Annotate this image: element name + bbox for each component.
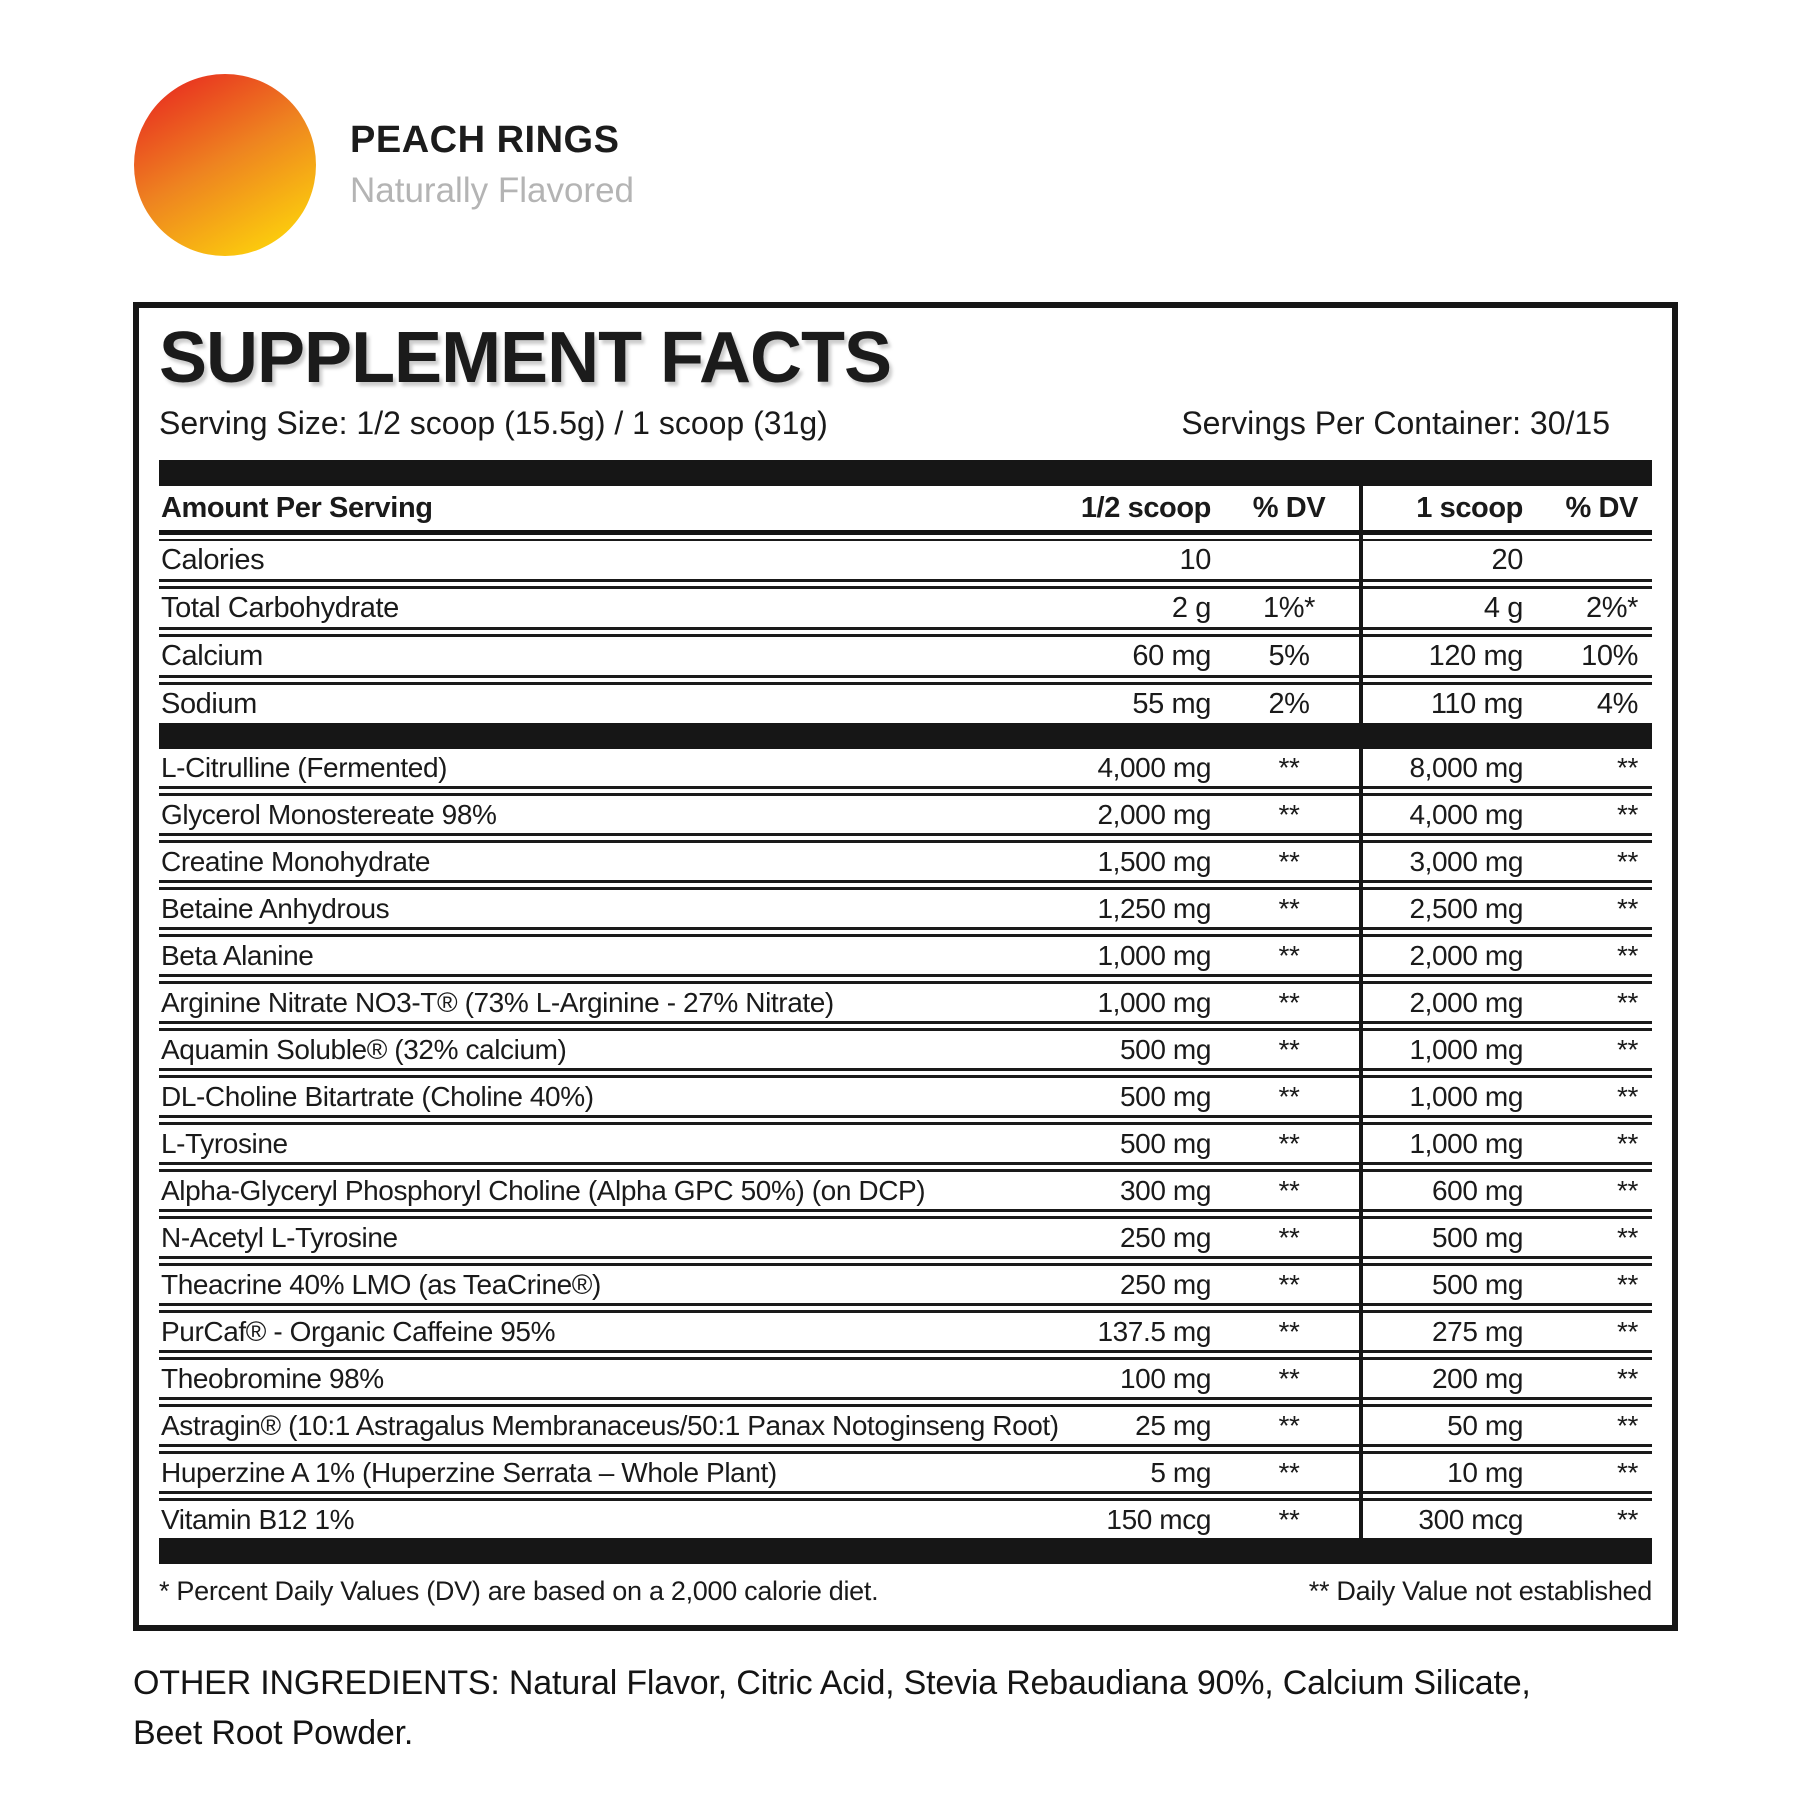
row-separator bbox=[159, 1115, 1652, 1125]
row-half-scoop-dv: ** bbox=[1278, 986, 1300, 1018]
ingredient-row bbox=[159, 1454, 1652, 1491]
row-half-scoop-amount: 1,500 mg bbox=[1097, 845, 1211, 877]
row-one-scoop-dv: ** bbox=[1617, 1268, 1638, 1300]
row-separator bbox=[159, 1021, 1652, 1031]
row-half-scoop-amount: 250 mg bbox=[1120, 1268, 1211, 1300]
row-name: Vitamin B12 1% bbox=[161, 1503, 355, 1535]
ingredient-row bbox=[159, 1219, 1652, 1256]
row-half-scoop-dv: ** bbox=[1278, 1127, 1300, 1159]
row-separator bbox=[159, 1256, 1652, 1266]
row-one-scoop-amount: 8,000 mg bbox=[1409, 751, 1523, 783]
row-separator bbox=[159, 1491, 1652, 1501]
divider-bar-bottom bbox=[159, 1538, 1652, 1564]
col-one-dv: % DV bbox=[1565, 491, 1638, 524]
row-one-scoop-dv: ** bbox=[1617, 892, 1638, 924]
row-one-scoop-amount: 2,000 mg bbox=[1409, 986, 1523, 1018]
brand-text bbox=[350, 119, 634, 211]
row-name: Beta Alanine bbox=[161, 939, 314, 971]
ingredient-row bbox=[159, 937, 1652, 974]
row-separator bbox=[159, 974, 1652, 984]
row-separator bbox=[159, 1350, 1652, 1360]
row-one-scoop-amount: 4,000 mg bbox=[1409, 798, 1523, 830]
row-one-scoop-dv: ** bbox=[1617, 1362, 1638, 1394]
row-one-scoop-dv: 4% bbox=[1596, 687, 1638, 720]
row-separator bbox=[159, 1444, 1652, 1454]
ingredient-row bbox=[159, 1125, 1652, 1162]
row-half-scoop-dv: ** bbox=[1278, 845, 1300, 877]
row-half-scoop-amount: 5 mg bbox=[1150, 1456, 1211, 1488]
ingredient-row bbox=[159, 1501, 1652, 1538]
row-separator bbox=[159, 579, 1652, 589]
row-separator bbox=[159, 927, 1652, 937]
row-name: Arginine Nitrate NO3-T® (73% L-Arginine - 27% Nitrate) bbox=[161, 986, 834, 1018]
row-one-scoop-dv: ** bbox=[1617, 1409, 1638, 1441]
row-half-scoop-amount: 250 mg bbox=[1120, 1221, 1211, 1253]
row-half-scoop-amount: 500 mg bbox=[1120, 1033, 1211, 1065]
row-one-scoop-amount: 3,000 mg bbox=[1409, 845, 1523, 877]
row-half-scoop-amount: 500 mg bbox=[1120, 1127, 1211, 1159]
row-one-scoop-amount: 20 bbox=[1491, 543, 1523, 576]
ingredient-row bbox=[159, 843, 1652, 880]
row-separator bbox=[159, 1303, 1652, 1313]
row-half-scoop-dv: ** bbox=[1278, 1409, 1300, 1441]
ingredient-row bbox=[159, 890, 1652, 927]
row-one-scoop-amount: 110 mg bbox=[1430, 687, 1523, 720]
header-rule bbox=[159, 530, 1652, 541]
nutrient-row bbox=[159, 589, 1652, 627]
row-half-scoop-amount: 300 mg bbox=[1120, 1174, 1211, 1206]
row-separator bbox=[159, 786, 1652, 796]
row-half-scoop-dv: ** bbox=[1278, 751, 1300, 783]
row-one-scoop-amount: 300 mcg bbox=[1418, 1503, 1523, 1535]
panel-title: SUPPLEMENT FACTS bbox=[159, 318, 892, 398]
row-one-scoop-dv: ** bbox=[1617, 1221, 1638, 1253]
row-one-scoop-amount: 600 mg bbox=[1432, 1174, 1523, 1206]
divider-bar-top bbox=[159, 460, 1652, 486]
row-half-scoop-dv: ** bbox=[1278, 1080, 1300, 1112]
ingredient-row bbox=[159, 749, 1652, 786]
footnote-not-established: ** Daily Value not established bbox=[1308, 1576, 1652, 1607]
row-half-scoop-amount: 1,250 mg bbox=[1097, 892, 1211, 924]
row-one-scoop-amount: 275 mg bbox=[1432, 1315, 1523, 1347]
row-separator bbox=[159, 1209, 1652, 1219]
row-half-scoop-amount: 60 mg bbox=[1132, 639, 1211, 672]
ingredient-row bbox=[159, 984, 1652, 1021]
brand-header bbox=[134, 74, 1800, 256]
ingredient-section bbox=[159, 749, 1652, 1538]
row-name: Betaine Anhydrous bbox=[161, 892, 390, 924]
row-one-scoop-amount: 500 mg bbox=[1432, 1268, 1523, 1300]
row-one-scoop-amount: 10 mg bbox=[1447, 1456, 1523, 1488]
row-separator bbox=[159, 1162, 1652, 1172]
serving-info-row bbox=[159, 405, 1652, 442]
row-one-scoop-dv: ** bbox=[1617, 1456, 1638, 1488]
row-half-scoop-amount: 2,000 mg bbox=[1097, 798, 1211, 830]
row-name: Theacrine 40% LMO (as TeaCrine®) bbox=[161, 1268, 601, 1300]
flavor-name: PEACH RINGS bbox=[350, 119, 620, 161]
row-half-scoop-amount: 10 bbox=[1179, 543, 1211, 576]
nutrient-row bbox=[159, 685, 1652, 723]
row-one-scoop-dv: ** bbox=[1617, 1315, 1638, 1347]
row-half-scoop-amount: 55 mg bbox=[1132, 687, 1211, 720]
row-half-scoop-dv: ** bbox=[1278, 1174, 1300, 1206]
serving-size: Serving Size: 1/2 scoop (15.5g) / 1 scoop (31g) bbox=[159, 405, 828, 442]
row-name: N-Acetyl L-Tyrosine bbox=[161, 1221, 398, 1253]
row-name: Glycerol Monostereate 98% bbox=[161, 798, 497, 830]
ingredient-row bbox=[159, 1031, 1652, 1068]
other-ingredients: OTHER INGREDIENTS: Natural Flavor, Citric Acid, Stevia Rebaudiana 90%, Calcium Silicate, Beet Root Powder. bbox=[133, 1664, 1531, 1752]
flavor-subtitle: Naturally Flavored bbox=[350, 171, 634, 210]
row-half-scoop-dv: ** bbox=[1278, 939, 1300, 971]
row-name: PurCaf® - Organic Caffeine 95% bbox=[161, 1315, 556, 1347]
row-half-scoop-amount: 100 mg bbox=[1120, 1362, 1211, 1394]
row-name: Sodium bbox=[161, 687, 257, 720]
row-separator bbox=[159, 675, 1652, 685]
row-half-scoop-dv: ** bbox=[1278, 1033, 1300, 1065]
row-one-scoop-amount: 2,500 mg bbox=[1409, 892, 1523, 924]
row-half-scoop-dv: 1%* bbox=[1263, 591, 1315, 624]
row-one-scoop-amount: 200 mg bbox=[1432, 1362, 1523, 1394]
row-one-scoop-amount: 50 mg bbox=[1447, 1409, 1523, 1441]
ingredient-row bbox=[159, 1266, 1652, 1303]
supplement-facts-panel bbox=[133, 302, 1678, 1631]
row-half-scoop-amount: 500 mg bbox=[1120, 1080, 1211, 1112]
col-amount-per-serving: Amount Per Serving bbox=[161, 491, 433, 524]
facts-table bbox=[159, 486, 1652, 1564]
col-one-scoop: 1 scoop bbox=[1416, 491, 1523, 524]
ingredient-row bbox=[159, 1172, 1652, 1209]
row-half-scoop-dv: ** bbox=[1278, 1268, 1300, 1300]
servings-per-container: Servings Per Container: 30/15 bbox=[1181, 405, 1610, 442]
row-name: L-Tyrosine bbox=[161, 1127, 288, 1159]
row-name: Astragin® (10:1 Astragalus Membranaceus/50:1 Panax Notoginseng Root) bbox=[161, 1409, 1059, 1441]
nutrient-section bbox=[159, 541, 1652, 723]
ingredient-row bbox=[159, 1360, 1652, 1397]
row-half-scoop-amount: 150 mcg bbox=[1106, 1503, 1211, 1535]
row-half-scoop-dv: ** bbox=[1278, 1362, 1300, 1394]
footnote-daily-values: * Percent Daily Values (DV) are based on a 2,000 calorie diet. bbox=[159, 1576, 879, 1607]
row-half-scoop-amount: 4,000 mg bbox=[1097, 751, 1211, 783]
row-one-scoop-dv: ** bbox=[1617, 986, 1638, 1018]
row-half-scoop-amount: 25 mg bbox=[1135, 1409, 1211, 1441]
row-separator bbox=[159, 880, 1652, 890]
row-one-scoop-amount: 2,000 mg bbox=[1409, 939, 1523, 971]
table-header-row bbox=[159, 486, 1652, 530]
col-half-scoop: 1/2 scoop bbox=[1080, 491, 1211, 524]
row-one-scoop-amount: 120 mg bbox=[1428, 639, 1523, 672]
row-name: DL-Choline Bitartrate (Choline 40%) bbox=[161, 1080, 594, 1112]
row-one-scoop-amount: 1,000 mg bbox=[1409, 1033, 1523, 1065]
row-half-scoop-dv: 2% bbox=[1268, 687, 1310, 720]
row-half-scoop-dv: ** bbox=[1278, 892, 1300, 924]
row-name: Creatine Monohydrate bbox=[161, 845, 431, 877]
divider-bar-middle bbox=[159, 723, 1652, 749]
row-half-scoop-dv: 5% bbox=[1268, 639, 1310, 672]
row-half-scoop-amount: 137.5 mg bbox=[1097, 1315, 1211, 1347]
row-one-scoop-amount: 1,000 mg bbox=[1409, 1080, 1523, 1112]
row-half-scoop-dv: ** bbox=[1278, 798, 1300, 830]
row-half-scoop-amount: 1,000 mg bbox=[1097, 939, 1211, 971]
row-half-scoop-dv: ** bbox=[1278, 1221, 1300, 1253]
row-name: Alpha-Glyceryl Phosphoryl Choline (Alpha GPC 50%) (on DCP) bbox=[161, 1174, 926, 1206]
row-name: Huperzine A 1% (Huperzine Serrata – Whole Plant) bbox=[161, 1456, 777, 1488]
row-one-scoop-dv: ** bbox=[1617, 798, 1638, 830]
row-half-scoop-dv: ** bbox=[1278, 1503, 1300, 1535]
ingredient-row bbox=[159, 1078, 1652, 1115]
row-one-scoop-dv: ** bbox=[1617, 751, 1638, 783]
row-one-scoop-dv: ** bbox=[1617, 1033, 1638, 1065]
row-half-scoop-dv: ** bbox=[1278, 1315, 1300, 1347]
row-one-scoop-amount: 500 mg bbox=[1432, 1221, 1523, 1253]
row-one-scoop-dv: ** bbox=[1617, 1503, 1638, 1535]
flavor-gradient-circle-icon bbox=[134, 74, 316, 256]
row-half-scoop-dv: ** bbox=[1278, 1456, 1300, 1488]
row-separator bbox=[159, 627, 1652, 637]
ingredient-row bbox=[159, 796, 1652, 833]
row-half-scoop-amount: 2 g bbox=[1171, 591, 1211, 624]
nutrient-row bbox=[159, 637, 1652, 675]
row-separator bbox=[159, 833, 1652, 843]
row-name: L-Citrulline (Fermented) bbox=[161, 751, 448, 783]
row-name: Calories bbox=[161, 543, 265, 576]
row-one-scoop-dv: ** bbox=[1617, 1080, 1638, 1112]
row-one-scoop-dv: 2%* bbox=[1586, 591, 1638, 624]
row-one-scoop-dv: ** bbox=[1617, 939, 1638, 971]
row-name: Theobromine 98% bbox=[161, 1362, 384, 1394]
row-one-scoop-dv: ** bbox=[1617, 845, 1638, 877]
row-one-scoop-dv: ** bbox=[1617, 1127, 1638, 1159]
footnotes bbox=[159, 1564, 1652, 1617]
row-one-scoop-dv: ** bbox=[1617, 1174, 1638, 1206]
row-name: Total Carbohydrate bbox=[161, 591, 399, 624]
row-name: Calcium bbox=[161, 639, 263, 672]
row-name: Aquamin Soluble® (32% calcium) bbox=[161, 1033, 567, 1065]
ingredient-row bbox=[159, 1313, 1652, 1350]
col-half-dv: % DV bbox=[1252, 491, 1326, 524]
row-one-scoop-amount: 4 g bbox=[1483, 591, 1523, 624]
row-separator bbox=[159, 1068, 1652, 1078]
row-one-scoop-amount: 1,000 mg bbox=[1409, 1127, 1523, 1159]
row-separator bbox=[159, 1397, 1652, 1407]
row-one-scoop-dv: 10% bbox=[1581, 639, 1638, 672]
nutrient-row bbox=[159, 541, 1652, 579]
row-half-scoop-amount: 1,000 mg bbox=[1097, 986, 1211, 1018]
column-divider-line bbox=[1359, 486, 1363, 1564]
ingredient-row bbox=[159, 1407, 1652, 1444]
